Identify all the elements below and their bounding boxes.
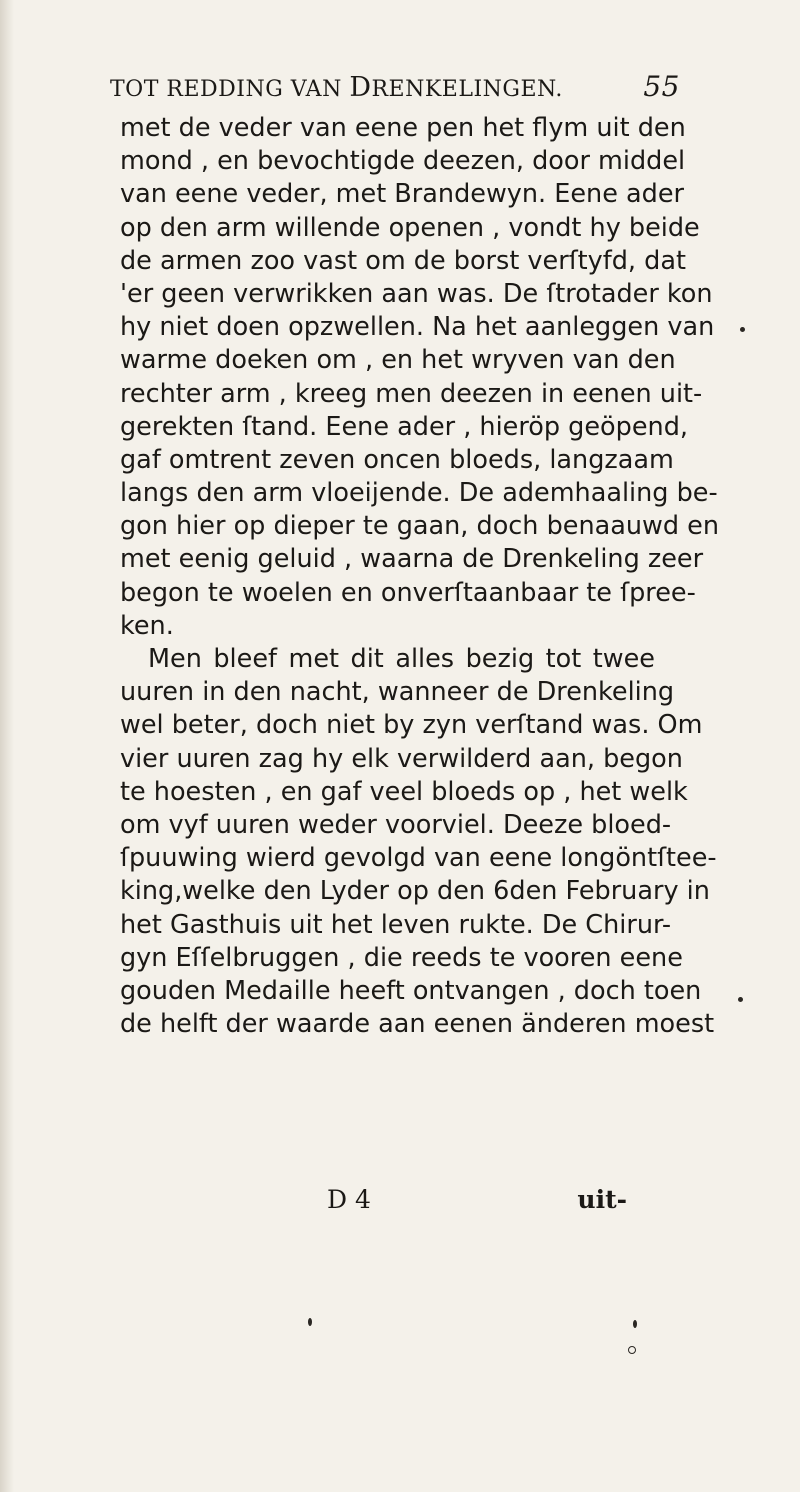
gutter-shadow: [0, 0, 14, 1492]
page-number: 55: [643, 70, 680, 103]
text-line: Men bleef met dit alles bezig tot twee: [148, 644, 655, 674]
text-line: het Gasthuis uit het leven rukte. De Chirur-: [120, 909, 672, 940]
running-title-rest: RENKELINGEN.: [371, 77, 563, 102]
signature-mark: D 4: [327, 1185, 371, 1214]
text-line: van eene veder, met Brandewyn. Eene ader: [120, 179, 685, 210]
running-title-prefix: TOT REDDING VAN: [110, 77, 350, 102]
body-text: [120, 112, 720, 1041]
text-line: uuren in den nacht, wanneer de Drenkeling: [120, 677, 675, 708]
text-line: met de veder van eene pen het flym uit den: [120, 113, 686, 143]
text-line: mond , en bevochtigde deezen, door middel: [120, 146, 686, 177]
text-line: gyn Eſſelbruggen , die reeds te vooren eene: [120, 942, 683, 973]
text-line: de armen zoo vast om de borst verſtyfd, dat: [120, 245, 686, 276]
text-line: gerekten ſtand. Eene ader , hieröp geöpend,: [120, 411, 688, 442]
text-line: met eenig geluid , waarna de Drenkeling zeer: [120, 544, 704, 575]
ink-speck: [308, 1318, 312, 1326]
text-line: om vyf uuren weder voorviel. Deeze bloed-: [120, 809, 672, 840]
text-line: warme doeken om , en het wryven van den: [120, 345, 676, 376]
catch-line: [327, 1185, 627, 1219]
text-line: begon te woelen en onverſtaanbaar te ſpree-: [120, 577, 696, 608]
running-title-cap: D: [349, 72, 372, 103]
ink-speck: [738, 997, 743, 1002]
text-line: gouden Medaille heeft ontvangen , doch toen: [120, 975, 702, 1006]
ink-speck: [633, 1320, 637, 1328]
text-line: te hoesten , en gaf veel bloeds op , het welk: [120, 776, 688, 807]
text-line: gaf omtrent zeven oncen bloeds, langzaam: [120, 444, 674, 475]
text-line: langs den arm vloeijende. De ademhaaling be-: [120, 478, 718, 509]
ink-speck: [628, 1346, 636, 1354]
running-head: [110, 72, 680, 104]
text-line: hy niet doen opzwellen. Na het aanleggen van: [120, 312, 715, 343]
text-line: king,welke den Lyder op den 6den February in: [120, 876, 710, 907]
text-line: gon hier op dieper te gaan, doch benaauwd en: [120, 511, 720, 542]
text-line: op den arm willende openen , vondt hy beide: [120, 212, 700, 243]
text-line: rechter arm , kreeg men deezen in eenen uit-: [120, 378, 703, 409]
running-title: [110, 72, 563, 103]
text-line: ſpuuwing wierd gevolgd van eene longöntſtee-: [120, 843, 717, 874]
catchword: uit-: [577, 1185, 627, 1214]
text-line: vier uuren zag hy elk verwilderd aan, begon: [120, 743, 683, 774]
text-line: ken.: [120, 610, 174, 641]
text-line: de helft der waarde aan eenen änderen moest: [120, 1009, 715, 1040]
text-line: 'er geen verwrikken aan was. De ſtrotader kon: [120, 278, 713, 309]
text-line: wel beter, doch niet by zyn verſtand was. Om: [120, 710, 703, 741]
ink-speck: [740, 327, 745, 332]
